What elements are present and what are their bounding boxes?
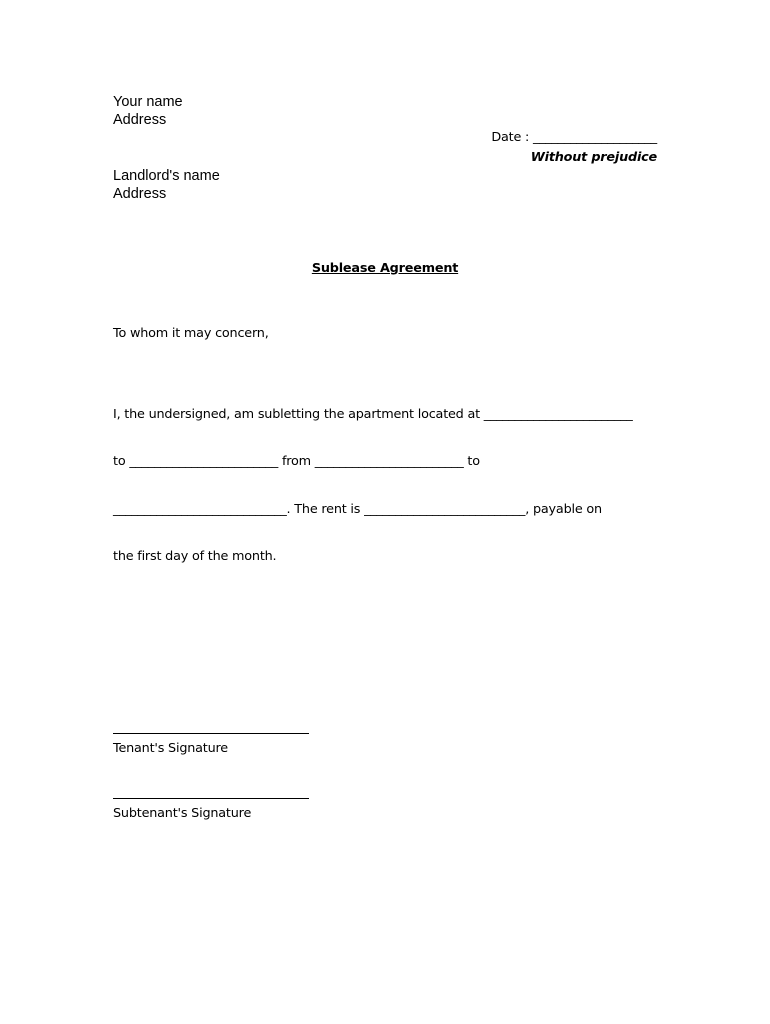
without-prejudice: Without prejudice bbox=[530, 150, 657, 165]
sender-name: Your name bbox=[113, 94, 183, 110]
sender-block bbox=[113, 94, 183, 129]
recipient-name: Landlord's name bbox=[113, 168, 220, 184]
tenant-signature-label: Tenant's Signature bbox=[113, 741, 228, 756]
date-label: Date : bbox=[491, 130, 530, 145]
date-blank: ____________________ bbox=[533, 130, 657, 145]
subtenant-signature-label: Subtenant's Signature bbox=[113, 806, 252, 821]
body-line-1: I, the undersigned, am subletting the apartment located at ________________________ bbox=[113, 407, 633, 422]
recipient-block bbox=[113, 168, 220, 203]
document-title: Sublease Agreement bbox=[311, 261, 459, 276]
recipient-address: Address bbox=[113, 185, 167, 202]
tenant-signature-line bbox=[113, 733, 309, 734]
date-line bbox=[491, 130, 657, 146]
sender-address: Address bbox=[113, 111, 167, 128]
body-line-2: to ________________________ from ________________________ to bbox=[113, 454, 480, 469]
body-line-4: the first day of the month. bbox=[113, 549, 277, 564]
body-line-3: ____________________________. The rent is __________________________, payable on bbox=[113, 502, 602, 517]
salutation: To whom it may concern, bbox=[113, 326, 269, 341]
subtenant-signature-line bbox=[113, 798, 309, 799]
